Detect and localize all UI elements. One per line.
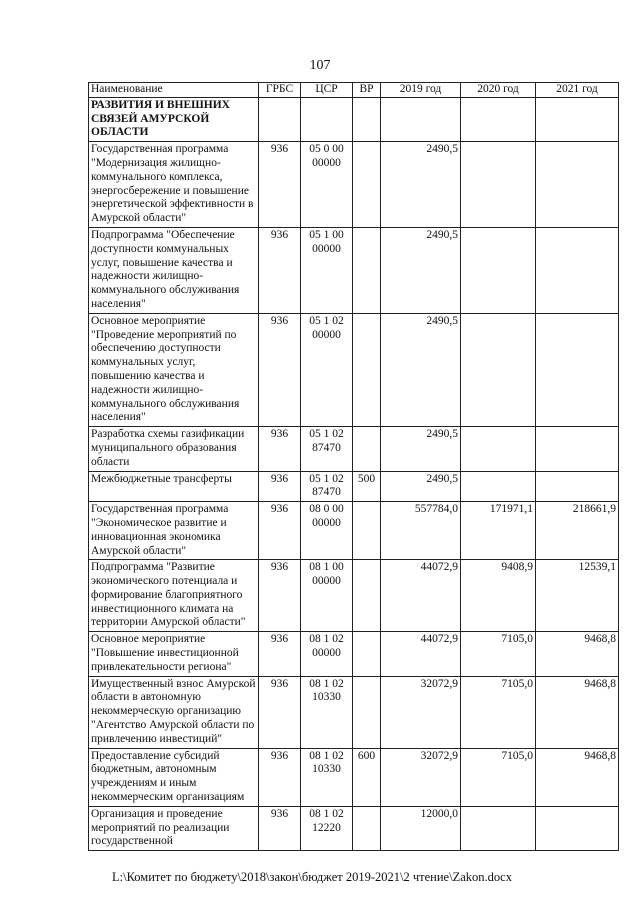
cell-2020: 7105,0 — [461, 632, 536, 676]
cell-vr — [353, 806, 381, 850]
cell-2020: 7105,0 — [461, 676, 536, 748]
cell-2021 — [536, 806, 619, 850]
cell-grbs: 936 — [259, 227, 301, 313]
page-number: 107 — [309, 58, 331, 73]
cell-vr — [353, 560, 381, 632]
cell-csr: 05 1 02 00000 — [301, 313, 353, 426]
header-vr: ВР — [353, 83, 381, 98]
cell-csr: 08 1 02 10330 — [301, 676, 353, 748]
cell-name: Подпрограмма "Обеспечение доступности коммунальных услуг, повышение качества и надежности жилищно-коммунального обслуживания населения" — [89, 227, 259, 313]
header-csr: ЦСР — [301, 83, 353, 98]
cell-grbs: 936 — [259, 560, 301, 632]
table-row — [89, 142, 619, 228]
cell-grbs: 936 — [259, 748, 301, 806]
cell-grbs — [259, 97, 301, 141]
cell-name: РАЗВИТИЯ И ВНЕШНИХ СВЯЗЕЙ АМУРСКОЙ ОБЛАСТИ — [89, 97, 259, 141]
cell-csr: 05 1 00 00000 — [301, 227, 353, 313]
table-row — [89, 427, 619, 471]
cell-grbs: 936 — [259, 632, 301, 676]
cell-2021: 218661,9 — [536, 502, 619, 560]
cell-2019: 12000,0 — [381, 806, 461, 850]
cell-2021 — [536, 427, 619, 471]
cell-2021 — [536, 97, 619, 141]
table-row — [89, 97, 619, 141]
cell-vr — [353, 427, 381, 471]
cell-2020 — [461, 313, 536, 426]
cell-grbs: 936 — [259, 676, 301, 748]
cell-2019 — [381, 97, 461, 141]
cell-name: Основное мероприятие "Проведение мероприятий по обеспечению доступности коммунальных услуг, повышению качества и надежности жилищно-коммунального обслуживания населения" — [89, 313, 259, 426]
cell-2020: 171971,1 — [461, 502, 536, 560]
cell-2021 — [536, 227, 619, 313]
cell-2019: 2490,5 — [381, 142, 461, 228]
cell-name: Государственная программа "Модернизация жилищно-коммунального комплекса, энергосбережение и повышение энергетической эффективности в Амурской области" — [89, 142, 259, 228]
cell-2020 — [461, 427, 536, 471]
cell-2021: 9468,8 — [536, 632, 619, 676]
header-name: Наименование — [89, 83, 259, 98]
cell-grbs: 936 — [259, 313, 301, 426]
table-row — [89, 313, 619, 426]
cell-2021 — [536, 142, 619, 228]
cell-grbs: 936 — [259, 806, 301, 850]
cell-2019: 557784,0 — [381, 502, 461, 560]
cell-2020 — [461, 227, 536, 313]
cell-vr — [353, 313, 381, 426]
cell-2020 — [461, 471, 536, 502]
cell-2019: 32072,9 — [381, 676, 461, 748]
table-header-row — [89, 83, 619, 98]
cell-csr: 08 1 00 00000 — [301, 560, 353, 632]
cell-csr: 08 0 00 00000 — [301, 502, 353, 560]
budget-table — [88, 82, 619, 851]
cell-name: Государственная программа "Экономическое развитие и инновационная экономика Амурской области" — [89, 502, 259, 560]
table-body — [89, 97, 619, 850]
cell-2020 — [461, 97, 536, 141]
cell-vr: 500 — [353, 471, 381, 502]
cell-vr — [353, 632, 381, 676]
cell-2019: 2490,5 — [381, 313, 461, 426]
header-grbs: ГРБС — [259, 83, 301, 98]
table-row — [89, 676, 619, 748]
cell-2020 — [461, 806, 536, 850]
cell-vr — [353, 676, 381, 748]
header-2019: 2019 год — [381, 83, 461, 98]
cell-name: Межбюджетные трансферты — [89, 471, 259, 502]
cell-csr: 08 1 02 10330 — [301, 748, 353, 806]
table-row — [89, 806, 619, 850]
cell-grbs: 936 — [259, 427, 301, 471]
cell-name: Разработка схемы газификации муниципального образования области — [89, 427, 259, 471]
cell-2021: 12539,1 — [536, 560, 619, 632]
header-2020: 2020 год — [461, 83, 536, 98]
cell-name: Имущественный взнос Амурской области в автономную некоммерческую организацию "Агентство Амурской области по привлечению инвестиций" — [89, 676, 259, 748]
cell-csr: 05 1 02 87470 — [301, 427, 353, 471]
cell-2019: 2490,5 — [381, 227, 461, 313]
cell-grbs: 936 — [259, 502, 301, 560]
cell-vr — [353, 142, 381, 228]
cell-2019: 44072,9 — [381, 560, 461, 632]
cell-grbs: 936 — [259, 471, 301, 502]
table-row — [89, 632, 619, 676]
cell-vr — [353, 97, 381, 141]
cell-2021: 9468,8 — [536, 748, 619, 806]
cell-2021 — [536, 313, 619, 426]
cell-grbs: 936 — [259, 142, 301, 228]
cell-2020 — [461, 142, 536, 228]
cell-csr: 08 1 02 00000 — [301, 632, 353, 676]
table-row — [89, 748, 619, 806]
table-row — [89, 502, 619, 560]
cell-2019: 44072,9 — [381, 632, 461, 676]
table-row — [89, 227, 619, 313]
cell-vr — [353, 502, 381, 560]
cell-2019: 32072,9 — [381, 748, 461, 806]
cell-2020: 7105,0 — [461, 748, 536, 806]
cell-csr — [301, 97, 353, 141]
cell-vr: 600 — [353, 748, 381, 806]
cell-csr: 05 0 00 00000 — [301, 142, 353, 228]
cell-2021: 9468,8 — [536, 676, 619, 748]
cell-name: Подпрограмма "Развитие экономического потенциала и формирование благоприятного инвестиционного климата на территории Амурской области" — [89, 560, 259, 632]
cell-2021 — [536, 471, 619, 502]
table-row — [89, 471, 619, 502]
cell-vr — [353, 227, 381, 313]
cell-name: Организация и проведение мероприятий по реализации государственной — [89, 806, 259, 850]
cell-2019: 2490,5 — [381, 427, 461, 471]
cell-2020: 9408,9 — [461, 560, 536, 632]
file-path-footer: L:\Комитет по бюджету\2018\закон\бюджет 2019-2021\2 чтение\Zakon.docx — [112, 870, 512, 884]
header-2021: 2021 год — [536, 83, 619, 98]
cell-name: Основное мероприятие "Повышение инвестиционной привлекательности региона" — [89, 632, 259, 676]
cell-csr: 05 1 02 87470 — [301, 471, 353, 502]
cell-name: Предоставление субсидий бюджетным, автономным учреждениям и иным некоммерческим организациям — [89, 748, 259, 806]
cell-csr: 08 1 02 12220 — [301, 806, 353, 850]
table-row — [89, 560, 619, 632]
cell-2019: 2490,5 — [381, 471, 461, 502]
